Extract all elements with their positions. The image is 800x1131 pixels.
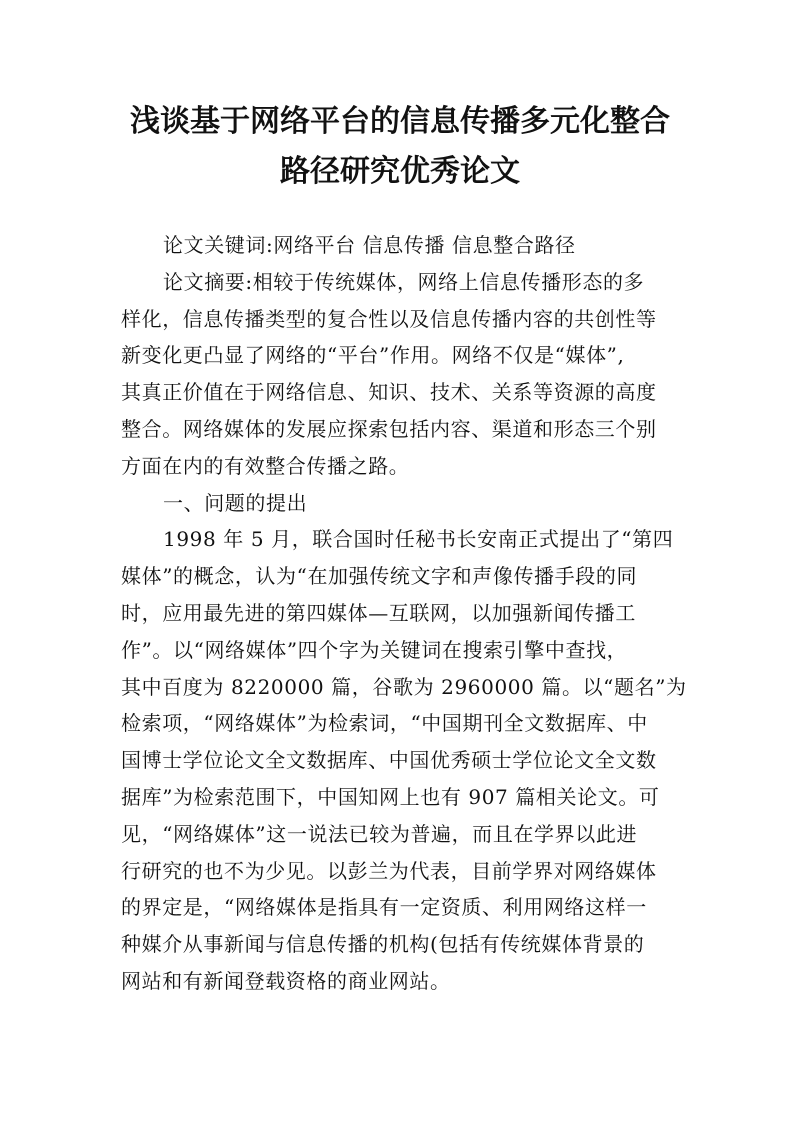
text-line: 检索项，“网络媒体”为检索词，“中国期刊全文数据库、中 xyxy=(121,711,648,736)
page-title xyxy=(80,97,720,197)
text-line: 论文摘要:相较于传统媒体，网络上信息传播形态的多 xyxy=(163,269,645,294)
text-line: 方面在内的有效整合传播之路。 xyxy=(121,453,410,478)
title-line-2: 路径研究优秀论文 xyxy=(280,154,520,189)
text-line: 种媒介从事新闻与信息传播的机构(包括有传统媒体背景的 xyxy=(121,932,645,957)
text-line: 行研究的也不为少见。以彭兰为代表，目前学界对网络媒体 xyxy=(121,858,657,883)
text-line: 新变化更凸显了网络的“平台”作用。网络不仅是“媒体”, xyxy=(121,343,625,368)
text-line: 样化，信息传播类型的复合性以及信息传播内容的共创性等 xyxy=(121,306,657,331)
text-line: 见，“网络媒体”这一说法已较为普遍，而且在学界以此进 xyxy=(121,821,638,846)
text-line: 整合。网络媒体的发展应探索包括内容、渠道和形态三个别 xyxy=(121,416,657,441)
text-line: 据库”为检索范围下，中国知网上也有 907 篇相关论文。可 xyxy=(121,784,660,809)
text-line: 1998 年 5 月，联合国时任秘书长安南正式提出了“第四 xyxy=(163,527,674,552)
text-line: 的界定是，“网络媒体是指具有一定资质、利用网络这样一 xyxy=(121,895,647,920)
text-line: 媒体”的概念，认为“在加强传统文字和声像传播手段的同 xyxy=(121,564,638,589)
text-line: 网站和有新闻登载资格的商业网站。 xyxy=(121,968,451,993)
text-line: 作”。以“网络媒体”四个字为关键词在搜索引擎中查找， xyxy=(121,637,628,662)
text-line: 论文关键词:网络平台 信息传播 信息整合路径 xyxy=(163,233,576,257)
title-line-1: 浅谈基于网络平台的信息传播多元化整合 xyxy=(130,104,670,139)
text-line: 其中百度为 8220000 篇，谷歌为 2960000 篇。以“题名”为 xyxy=(121,674,687,699)
text-line: 国博士学位论文全文数据库、中国优秀硕士学位论文全文数 xyxy=(121,748,657,773)
text-line: 其真正价值在于网络信息、知识、技术、关系等资源的高度 xyxy=(121,380,657,405)
text-line: 时，应用最先进的第四媒体—互联网，以加强新闻传播工 xyxy=(121,600,636,625)
article-body xyxy=(121,227,687,1000)
text-line: 一、问题的提出 xyxy=(163,490,308,515)
